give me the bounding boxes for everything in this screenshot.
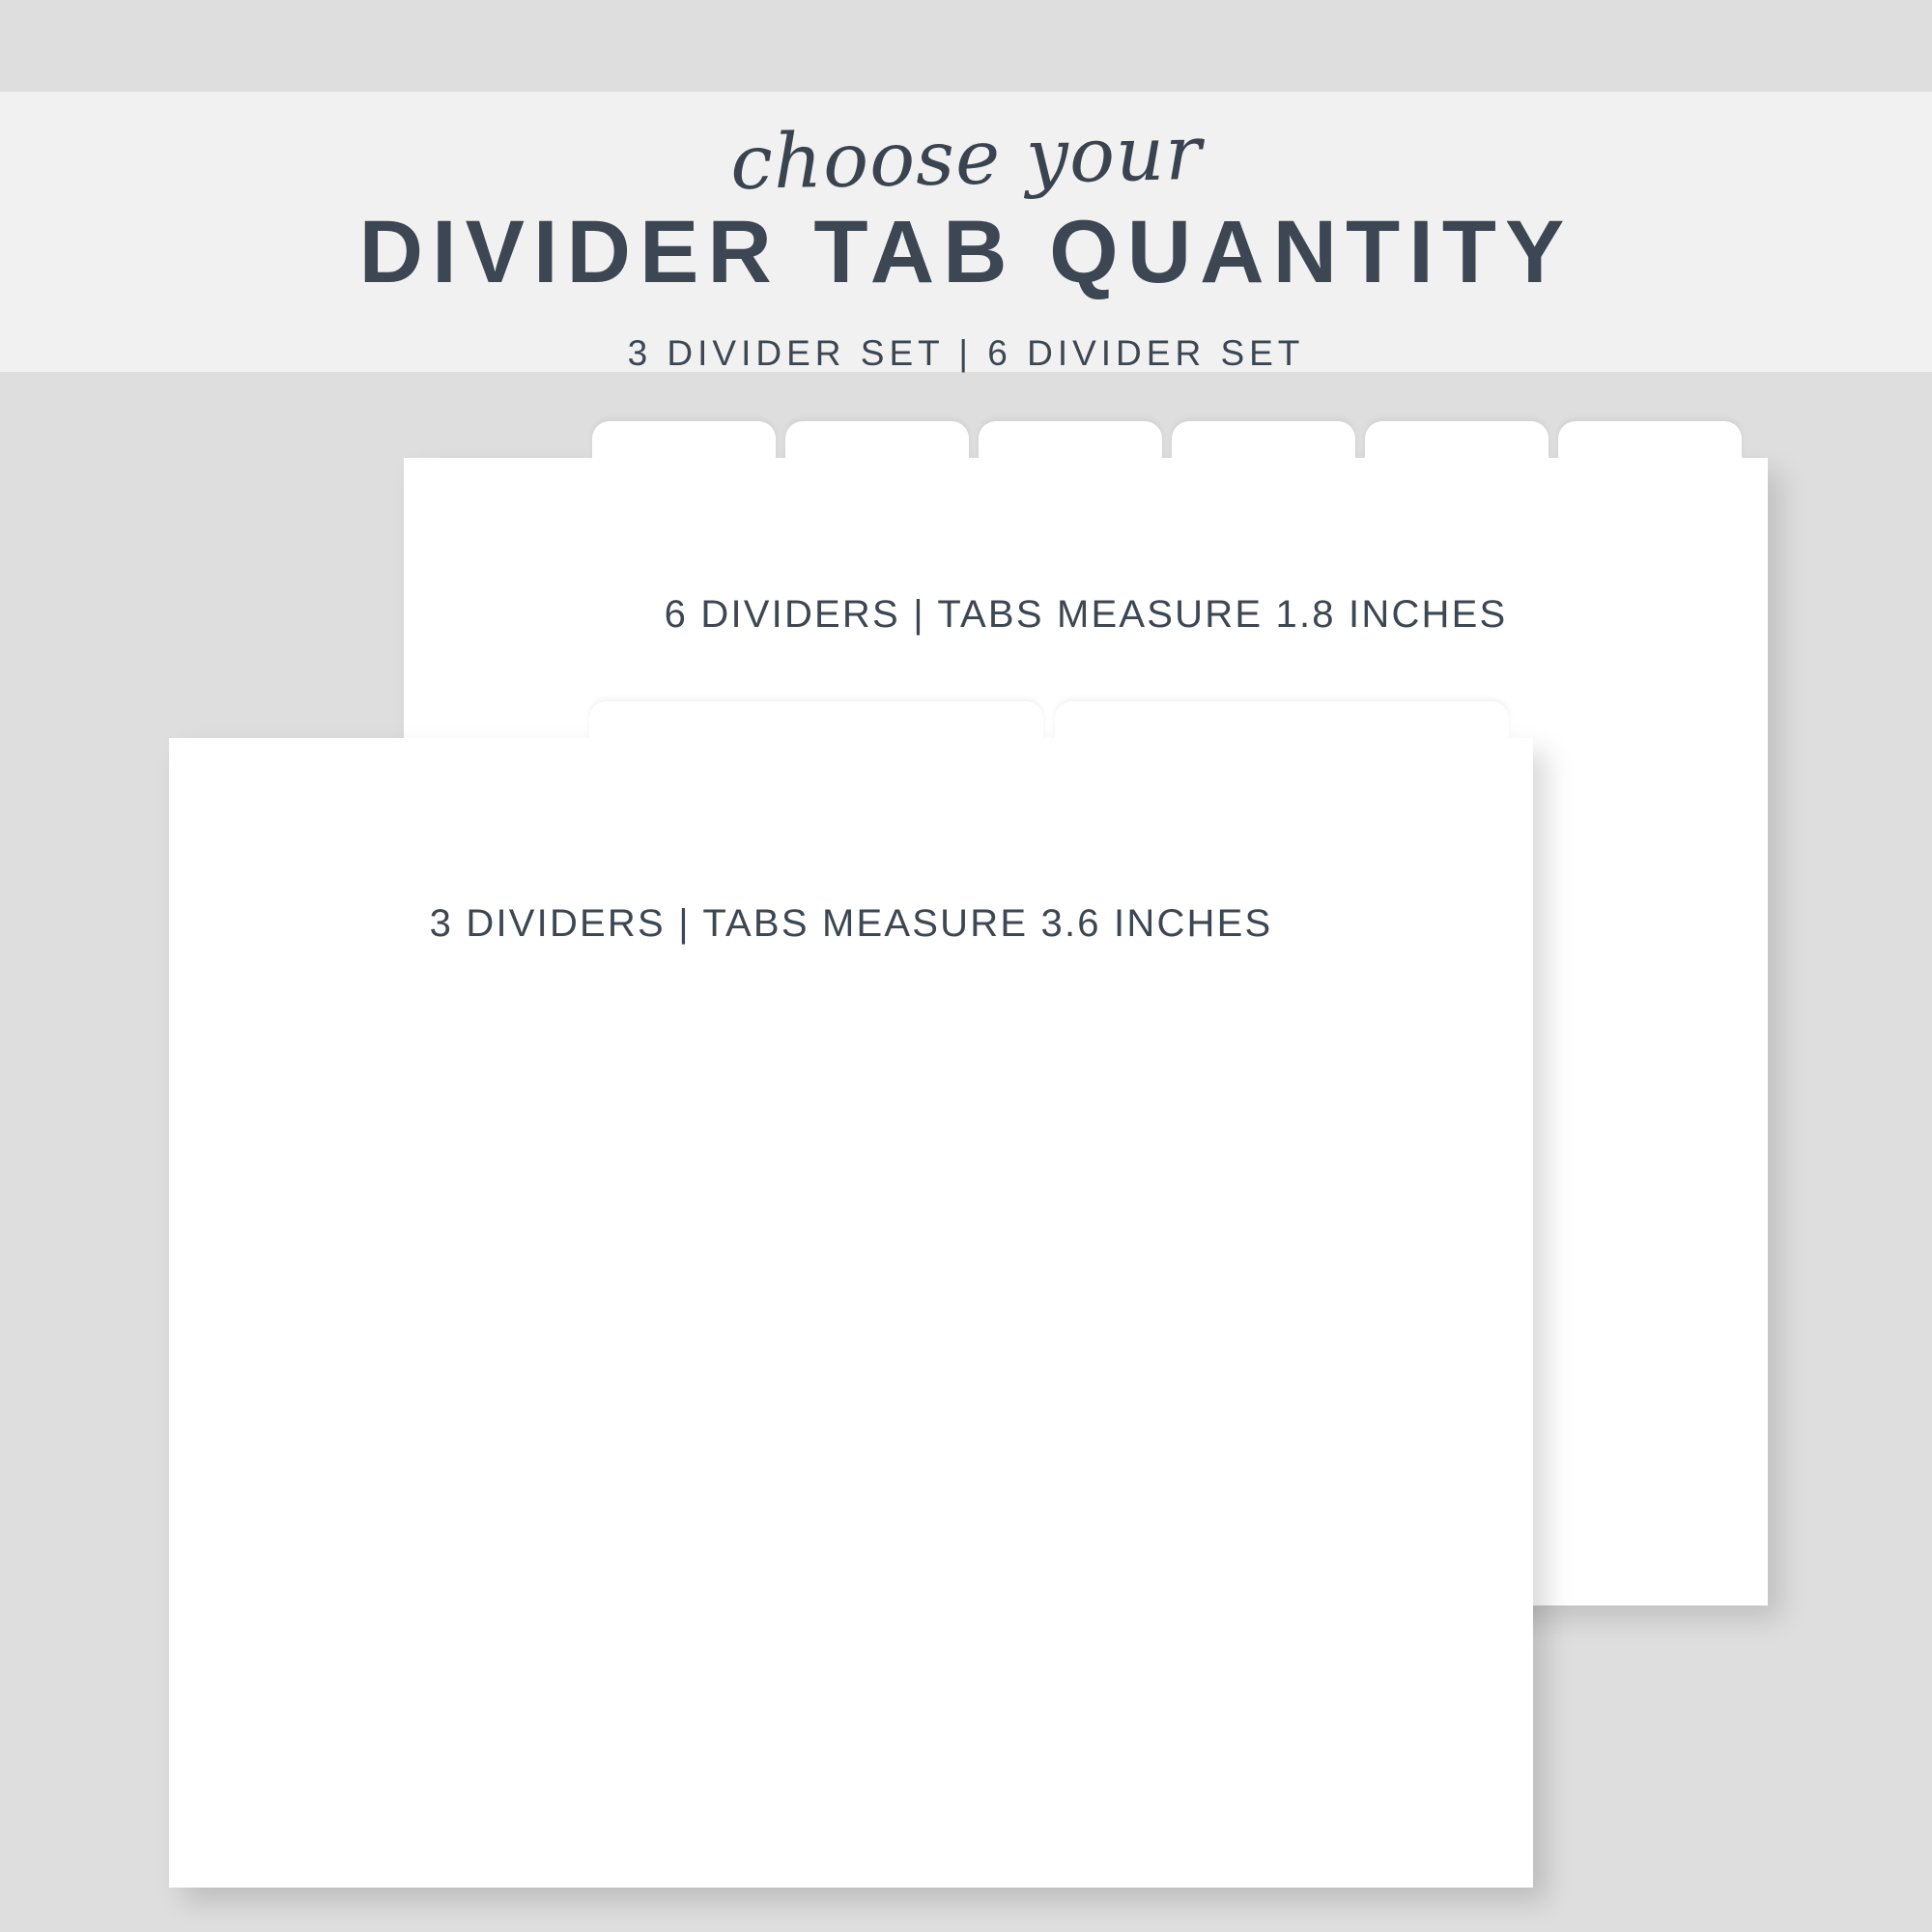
tab-spacer: [969, 421, 979, 460]
tab-spacer: [1355, 421, 1365, 460]
divider-tab[interactable]: [785, 421, 969, 460]
header-script-text: choose your: [729, 109, 1204, 208]
tab-spacer: [1162, 421, 1172, 460]
tab-row-three: [169, 701, 1533, 740]
tab-row-six: [404, 421, 1768, 460]
divider-tab[interactable]: [979, 421, 1162, 460]
divider-tab[interactable]: [1365, 421, 1548, 460]
tab-spacer: [1548, 421, 1558, 460]
tab-spacer: [1043, 701, 1055, 740]
divider-tab[interactable]: [1558, 421, 1742, 460]
header-banner: [0, 92, 1932, 372]
sheet-label-six: 6 DIVIDERS | TABS MEASURE 1.8 INCHES: [664, 593, 1508, 636]
divider-sheet-three[interactable]: [169, 738, 1533, 1888]
tab-spacer: [776, 421, 785, 460]
tab-spacer: [404, 421, 592, 460]
tab-spacer: [169, 701, 589, 740]
divider-tab[interactable]: [592, 421, 776, 460]
header-subtitle: 3 DIVIDER SET | 6 DIVIDER SET: [627, 333, 1305, 373]
divider-tab[interactable]: [1055, 701, 1509, 740]
divider-tab[interactable]: [1172, 421, 1355, 460]
sheet-label-three: 3 DIVIDERS | TABS MEASURE 3.6 INCHES: [429, 902, 1273, 945]
divider-tab[interactable]: [589, 701, 1043, 740]
page-title: DIVIDER TAB QUANTITY: [358, 203, 1574, 301]
